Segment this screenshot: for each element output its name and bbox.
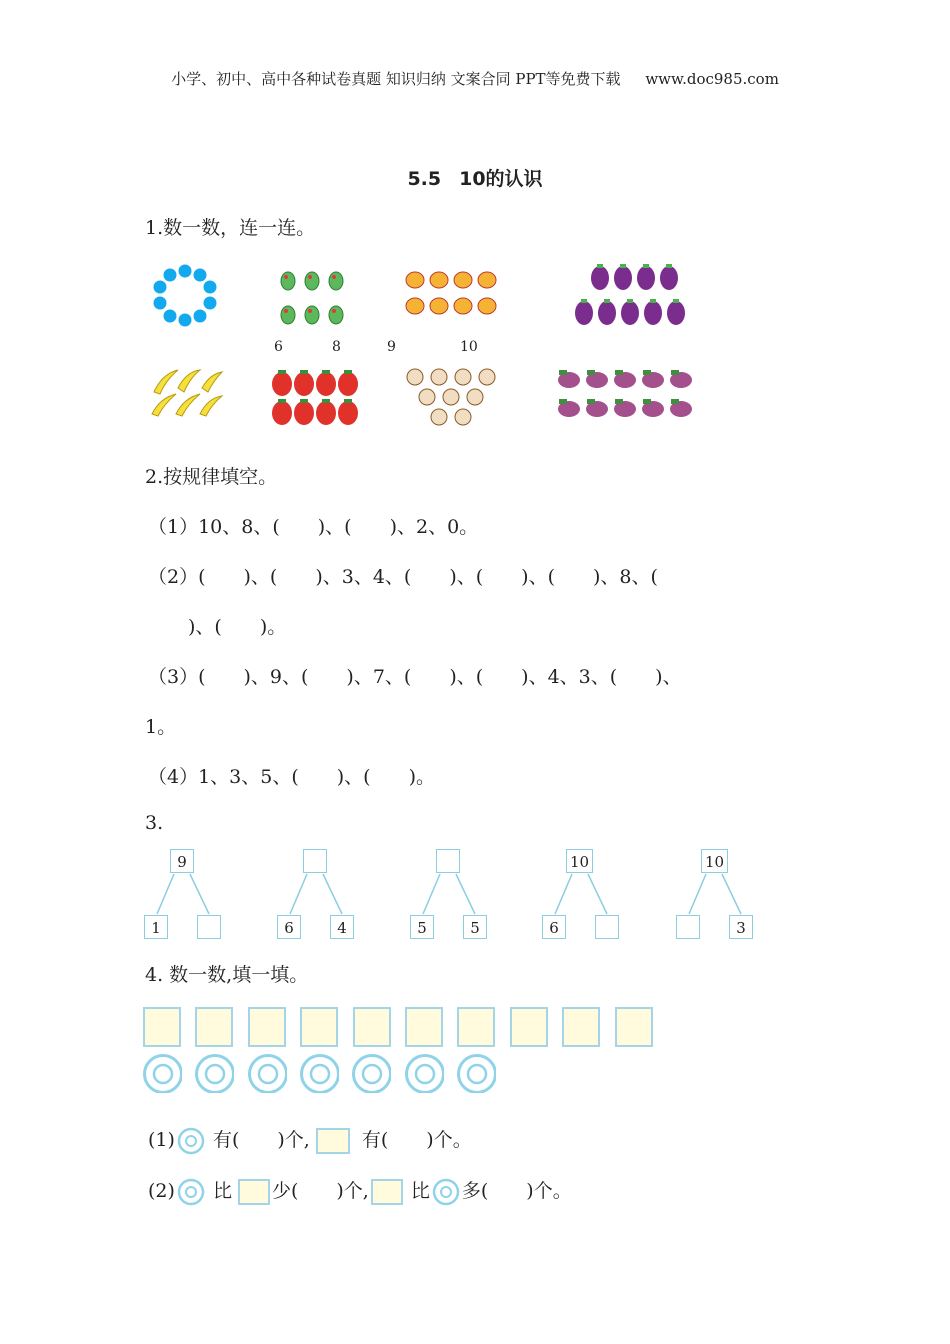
ring-shape <box>142 1053 182 1093</box>
bond-2-left[interactable]: 6 <box>277 915 301 939</box>
q4-p2-compare-1: 比 <box>212 1180 232 1202</box>
q2-line-3b: 1。 <box>145 716 177 738</box>
square-icon <box>371 1179 403 1205</box>
bond-1-left[interactable]: 1 <box>144 915 168 939</box>
grapes-picture <box>572 262 692 332</box>
square-icon <box>316 1128 350 1154</box>
number-9: 9 <box>387 339 396 355</box>
q2-line-2b: )、( )。 <box>188 616 287 638</box>
ring-icon <box>430 1178 462 1206</box>
ring-shape <box>247 1053 287 1093</box>
number-8: 8 <box>332 339 341 355</box>
q3-label: 3. <box>145 812 164 834</box>
bond-1-right[interactable] <box>197 915 221 939</box>
q4-label: 4. 数一数,填一填。 <box>145 964 309 986</box>
q2-line-4: （4）1、3、5、( )、( )。 <box>148 766 436 788</box>
q2-line-2a: （2）( )、( )、3、4、( )、( )、( )、8、( <box>148 566 658 588</box>
q2-line-3a: （3）( )、9、( )、7、( )、( )、4、3、( )、 <box>148 666 682 688</box>
q1-label: 1.数一数，连一连。 <box>145 217 316 239</box>
ring-shape <box>299 1053 339 1093</box>
grasshoppers-picture <box>276 265 351 333</box>
square-shape <box>562 1007 600 1047</box>
square-shape <box>143 1007 181 1047</box>
q4-part-2 <box>148 1176 572 1206</box>
bond-4-right[interactable] <box>595 915 619 939</box>
square-shape <box>457 1007 495 1047</box>
ring-shape <box>351 1053 391 1093</box>
bond-2-top[interactable] <box>303 849 327 873</box>
ring-shape <box>404 1053 444 1093</box>
q4-part-1 <box>148 1125 472 1155</box>
ring-icon <box>175 1127 207 1155</box>
ring-icon <box>175 1178 207 1206</box>
chicks-picture <box>403 266 503 322</box>
eggplants-picture <box>555 365 697 423</box>
header-site: www.doc985.com <box>645 70 779 88</box>
q4-p1-square-count: 有( )个。 <box>361 1129 472 1151</box>
square-shape <box>195 1007 233 1047</box>
number-6: 6 <box>274 339 283 355</box>
strawberries-picture <box>270 366 360 428</box>
bond-5-right[interactable]: 3 <box>729 915 753 939</box>
q4-p2-less: 少( )个, <box>271 1180 369 1202</box>
ring-of-beads-picture <box>150 262 220 332</box>
bond-5-left[interactable] <box>676 915 700 939</box>
q4-p2-more: 多( )个。 <box>461 1180 572 1202</box>
number-10: 10 <box>460 339 478 355</box>
bond-2-right[interactable]: 4 <box>330 915 354 939</box>
header-text: 小学、初中、高中各种试卷真题 知识归纳 文案合同 PPT等免费下载 <box>171 70 621 88</box>
ring-shape <box>456 1053 496 1093</box>
title-text: 10的认识 <box>459 168 543 190</box>
square-shape <box>300 1007 338 1047</box>
square-shape <box>405 1007 443 1047</box>
bananas-picture <box>148 364 226 419</box>
q4-p1-num: (1) <box>148 1129 175 1151</box>
q4-p2-num: (2) <box>148 1180 175 1202</box>
bond-3-right[interactable]: 5 <box>463 915 487 939</box>
bond-5-top[interactable]: 10 <box>701 849 728 873</box>
q2-line-1: （1）10、8、( )、( )、2、0。 <box>148 516 479 538</box>
bond-3-top[interactable] <box>436 849 460 873</box>
square-shape <box>510 1007 548 1047</box>
q2-label: 2.按规律填空。 <box>145 466 278 488</box>
bond-1-top[interactable]: 9 <box>170 849 194 873</box>
bond-3-left[interactable]: 5 <box>410 915 434 939</box>
puppies-picture <box>403 366 499 428</box>
q4-p1-ring-count: 有( )个, <box>212 1129 310 1151</box>
bond-4-left[interactable]: 6 <box>542 915 566 939</box>
square-shape <box>615 1007 653 1047</box>
square-shape <box>248 1007 286 1047</box>
q4-p2-compare-2: 比 <box>410 1180 430 1202</box>
square-icon <box>238 1179 270 1205</box>
page-title <box>0 164 950 191</box>
ring-shape <box>194 1053 234 1093</box>
bond-4-top[interactable]: 10 <box>566 849 593 873</box>
square-shape <box>353 1007 391 1047</box>
page-header <box>0 68 950 89</box>
title-number: 5.5 <box>407 168 442 190</box>
